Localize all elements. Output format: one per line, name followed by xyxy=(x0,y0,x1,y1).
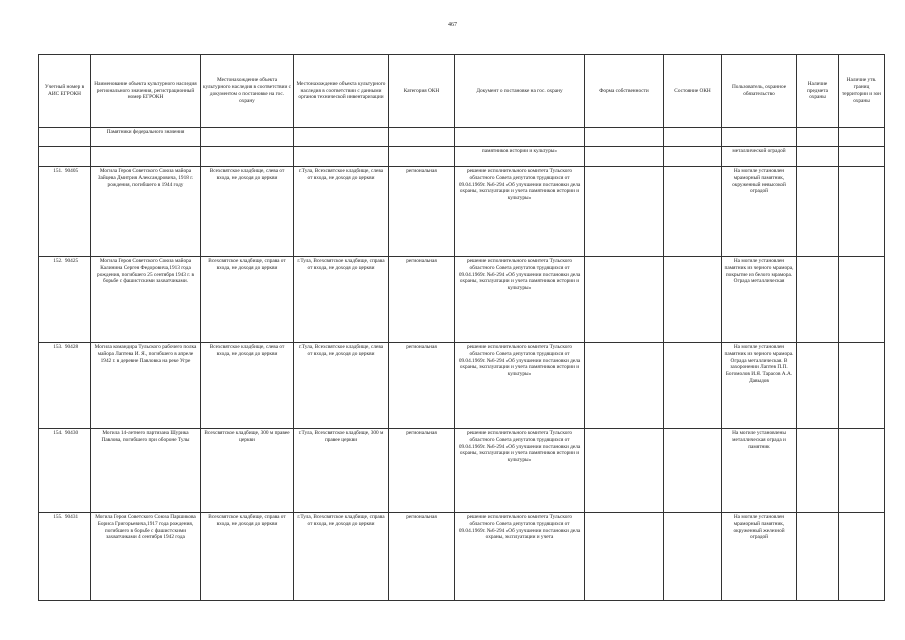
ownership-form-cell xyxy=(585,343,664,429)
record-number-cell xyxy=(39,513,91,601)
condition-cell xyxy=(664,167,722,257)
approved-boundaries-cell xyxy=(839,257,885,343)
ownership-form-cell xyxy=(585,429,664,513)
continuation-document: памятников истории и культуры» xyxy=(455,147,585,167)
row-index: 151. xyxy=(53,168,63,174)
table-row xyxy=(39,513,885,601)
object-name-cell: Могила Героя Советского Союза Паршикова Бориса Григорьевича,1917 года рождения, погибшего в борьбе с фашистскими захватчиками 4 сентября 1942 года xyxy=(91,513,201,601)
location-document-cell: Всехсвятское кладбище, справа от входа, не доходя до церкви xyxy=(201,257,294,343)
protection-subject-cell xyxy=(797,513,839,601)
record-number-cell xyxy=(39,257,91,343)
header-cell: Форма собственности xyxy=(585,55,664,128)
egrokn-id: 90430 xyxy=(64,430,79,436)
header-row xyxy=(39,55,885,128)
user-obligation-cell: На могиле установлен мраморный памятник, окруженный железной оградой xyxy=(722,513,797,601)
row-index: 155. xyxy=(53,514,63,520)
protection-subject-cell xyxy=(797,429,839,513)
protection-document-cell: решение исполнительного комитета Тульского областного Совета депутатов трудящихся от 09.04.1969г. №6-294 «Об улучшении постановки дела охраны, эксплуатации и учета памятников истории и культуры» xyxy=(455,167,585,257)
location-technical-cell: г.Тула, Всехсвятское кладбище, справа от входа, не доходя до церкви xyxy=(294,513,389,601)
row-index: 152. xyxy=(53,258,63,264)
header-cell: Местонахождение объекта культурного наследия в соответствии с документом о постановке на гос. охрану xyxy=(201,55,294,128)
protection-document-cell: решение исполнительного комитета Тульского областного Совета депутатов трудящихся от 09.04.1969г. №6-294 «Об улучшении постановки дела охраны, эксплуатации и учета xyxy=(455,513,585,601)
header-cell: Пользователь, охранное обязательство xyxy=(722,55,797,128)
location-technical-cell: г.Тула, Всехсвятское кладбище, справа от входа, не доходя до церкви xyxy=(294,257,389,343)
object-name-cell: Могила Героя Советского Союза майора Зайцева Дмитрия Александровича, 1918 г. рождения, погибшего в 1944 году xyxy=(91,167,201,257)
header-cell: Документ о постановке на гос. охрану xyxy=(455,55,585,128)
location-technical-cell: г.Тула, Всехсвятское кладбище, 300 м правее церкви xyxy=(294,429,389,513)
object-name-cell: Могила командира Тульского рабочего полка майора Лаптева И. Я., погибшего в апреле 1942 г. в деревне Павловка на реке Угре xyxy=(91,343,201,429)
condition-cell xyxy=(664,513,722,601)
protection-subject-cell xyxy=(797,167,839,257)
approved-boundaries-cell xyxy=(839,513,885,601)
table-row xyxy=(39,257,885,343)
protection-document-cell: решение исполнительного комитета Тульского областного Совета депутатов трудящихся от 09.04.1969г. №6-294 «Об улучшении постановки дела охраны, эксплуатации и учета памятников истории и культуры» xyxy=(455,343,585,429)
protection-document-cell: решение исполнительного комитета Тульского областного Совета депутатов трудящихся от 09.04.1969г. №6-294 «Об улучшении постановки дела охраны, эксплуатации и учета памятников истории и культуры» xyxy=(455,429,585,513)
category-cell: региональная xyxy=(389,257,455,343)
continuation-user: металлической оградой xyxy=(722,147,797,167)
category-cell: региональная xyxy=(389,429,455,513)
header-cell: Учетный номер в АИС ЕГРОКН xyxy=(39,55,91,128)
table-row xyxy=(39,167,885,257)
category-cell: региональная xyxy=(389,513,455,601)
approved-boundaries-cell xyxy=(839,429,885,513)
object-name-cell: Могила 14-летнего партизана Шурика Павлова, погибшего при обороне Тулы xyxy=(91,429,201,513)
group-row xyxy=(39,128,885,147)
egrokn-id: 90425 xyxy=(64,258,79,264)
record-number-cell xyxy=(39,167,91,257)
ownership-form-cell xyxy=(585,167,664,257)
page-number: 467 xyxy=(448,22,457,28)
header-cell: Наличие утв. границ территории и зон охраны xyxy=(839,55,885,128)
record-number-cell xyxy=(39,429,91,513)
location-document-cell: Всехсвятское кладбище, справа от входа, не доходя до церкви xyxy=(201,513,294,601)
approved-boundaries-cell xyxy=(839,343,885,429)
approved-boundaries-cell xyxy=(839,167,885,257)
location-document-cell: Всехсвятское кладбище, 300 м правее церкви xyxy=(201,429,294,513)
header-cell: Наличие предмета охраны xyxy=(797,55,839,128)
protection-subject-cell xyxy=(797,343,839,429)
location-document-cell: Всехсвятское кладбище, слева от входа, не доходя до церкви xyxy=(201,167,294,257)
row-index: 154. xyxy=(53,430,63,436)
location-technical-cell: г.Тула, Всехсвятское кладбище, слева от входа, не доходя до церкви xyxy=(294,343,389,429)
protection-document-cell: решение исполнительного комитета Тульского областного Совета депутатов трудящихся от 09.04.1969г. №6-294 «Об улучшении постановки дела охраны, эксплуатации и учета памятников истории и культуры» xyxy=(455,257,585,343)
category-cell: региональная xyxy=(389,167,455,257)
header-cell: Наименование объекта культурного наследия регионального значения, регистрационный номер ЕГРОКН xyxy=(91,55,201,128)
header-cell: Состояние ОКН xyxy=(664,55,722,128)
table-row xyxy=(39,429,885,513)
egrokn-id: 90428 xyxy=(64,344,79,350)
ownership-form-cell xyxy=(585,513,664,601)
condition-cell xyxy=(664,257,722,343)
record-number-cell xyxy=(39,343,91,429)
location-document-cell: Всехсвятское кладбище, слева от входа, не доходя до церкви xyxy=(201,343,294,429)
user-obligation-cell: На могиле установлен памятник из черного мрамора. Ограда металлическая. В захоронении Лаптев П.П. Богомолов И.Я. Тарасов А.А. Давыдов xyxy=(722,343,797,429)
egrokn-id: 90431 xyxy=(64,514,79,520)
table-row xyxy=(39,343,885,429)
user-obligation-cell: На могиле установлены металлическая ограда и памятник xyxy=(722,429,797,513)
user-obligation-cell: На могиле установлен памятник из черного мрамора, покрытие из белого мрамора. Ограда металлическая xyxy=(722,257,797,343)
header-cell: Местонахождение объекта культурного наследия в соответствии с данными органов технической инвентаризации xyxy=(294,55,389,128)
user-obligation-cell: На могиле установлен мраморный памятник, окруженный невысокой оградой xyxy=(722,167,797,257)
protection-subject-cell xyxy=(797,257,839,343)
category-cell: региональная xyxy=(389,343,455,429)
table-body xyxy=(39,167,885,601)
condition-cell xyxy=(664,343,722,429)
egrokn-id: 90405 xyxy=(64,168,79,174)
registry-table xyxy=(38,54,885,601)
row-index: 153. xyxy=(53,344,63,350)
location-technical-cell: г.Тула, Всехсвятское кладбище, слева от входа, не доходя до церкви xyxy=(294,167,389,257)
continuation-row xyxy=(39,147,885,167)
group-label: Памятники федерального значения xyxy=(91,128,201,147)
object-name-cell: Могила Героя Советского Союза майора Калинина Сергея Федоровича,1913 года рождения, погибшего 25 сентября 1943 г. в борьбе с фашистскими захватчиками. xyxy=(91,257,201,343)
header-cell: Категория ОКН xyxy=(389,55,455,128)
condition-cell xyxy=(664,429,722,513)
ownership-form-cell xyxy=(585,257,664,343)
